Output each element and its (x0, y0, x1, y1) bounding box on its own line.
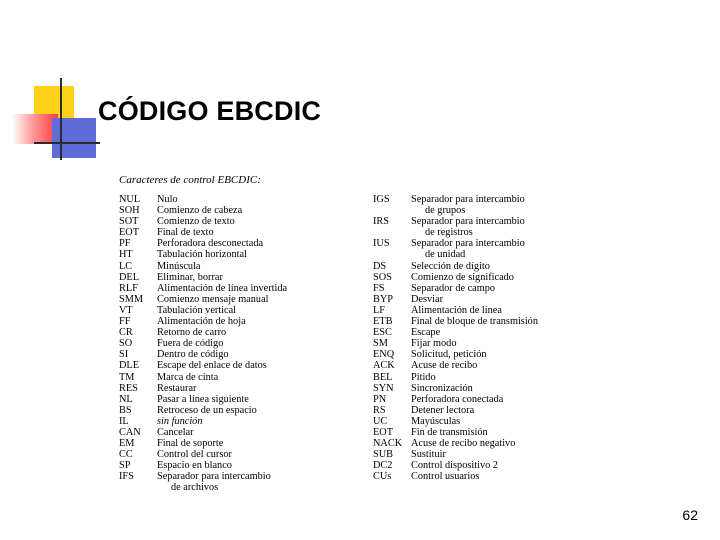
table-row (373, 327, 608, 338)
control-code: BEL (373, 371, 393, 383)
table-row (119, 405, 354, 416)
table-row (373, 427, 608, 438)
control-code: DC2 (373, 460, 393, 472)
table-row (119, 261, 354, 272)
decor-vertical-line (60, 78, 62, 160)
control-description: Nulo (157, 194, 178, 205)
control-code: CR (119, 327, 133, 339)
control-code: HT (119, 249, 133, 261)
control-description: Final de texto (157, 227, 214, 239)
control-description: de archivos (171, 482, 219, 494)
control-description: Acuse de recibo negativo (411, 438, 516, 450)
control-description: Sustituir (411, 449, 446, 461)
control-code: IFS (119, 471, 134, 483)
control-description: Separador para intercambio (411, 216, 525, 228)
table-row (373, 283, 608, 294)
control-code: SOT (119, 216, 139, 228)
table-row (373, 460, 608, 471)
control-description: Final de soporte (157, 438, 224, 450)
control-code: SOS (373, 271, 392, 283)
table-row (373, 438, 608, 449)
control-description: Comienzo de cabeza (157, 205, 243, 217)
control-code: EOT (119, 227, 140, 239)
control-description: Separador para intercambio (411, 238, 525, 250)
control-code: RES (119, 382, 138, 394)
control-description: de registros (425, 227, 473, 239)
table-row (119, 338, 354, 349)
table-row (119, 249, 354, 260)
table-row (373, 249, 608, 260)
control-description: Control usuarios (411, 471, 480, 483)
control-description: Alimentación de línea invertida (157, 282, 288, 294)
table-row (119, 294, 354, 305)
table-caption: Caracteres de control EBCDIC: (119, 174, 261, 186)
control-code: ACK (373, 360, 395, 372)
table-row (373, 294, 608, 305)
page-number: 62 (682, 507, 698, 523)
control-code: SO (119, 338, 133, 350)
control-code: SYN (373, 382, 394, 394)
table-row (373, 272, 608, 283)
control-code: EOT (373, 426, 394, 438)
table-row (373, 372, 608, 383)
control-description: Mayúsculas (411, 415, 461, 427)
table-row (373, 394, 608, 405)
control-code: NACK (373, 438, 403, 450)
control-description: Marca de cinta (157, 371, 219, 383)
control-code: ETB (373, 316, 393, 328)
table-row (373, 227, 608, 238)
table-row (373, 316, 608, 327)
table-row (373, 416, 608, 427)
control-description: Dentro de código (157, 349, 229, 361)
table-row (373, 449, 608, 460)
table-row (119, 216, 354, 227)
table-row (119, 427, 354, 438)
control-description: Sincronización (411, 382, 473, 394)
control-code: LF (373, 304, 386, 316)
table-row (119, 238, 354, 249)
control-code: CUs (373, 471, 392, 483)
table-row (373, 261, 608, 272)
table-row (119, 316, 354, 327)
control-description: Pitido (411, 371, 436, 383)
control-description: Cancelar (157, 426, 194, 438)
control-description: Espacio en blanco (157, 460, 232, 472)
control-code: BS (119, 404, 132, 416)
table-row (119, 449, 354, 460)
control-code: NUL (119, 194, 141, 205)
table-row (373, 383, 608, 394)
control-description: Solicitud, petición (411, 349, 487, 361)
control-description: Escape (411, 327, 441, 339)
control-code: IRS (373, 216, 390, 228)
control-description: Tabulación vertical (157, 304, 237, 316)
control-description: Detener lectora (411, 404, 475, 416)
control-code: UC (373, 415, 388, 427)
control-description: Separador para intercambio (411, 194, 525, 205)
table-row (119, 194, 354, 205)
control-description: Comienzo mensaje manual (157, 293, 269, 305)
table-row (373, 360, 608, 371)
table-row (373, 205, 608, 216)
table-row (373, 405, 608, 416)
control-code: RS (373, 404, 386, 416)
control-code: SUB (373, 449, 394, 461)
control-code: DLE (119, 360, 140, 372)
control-code: VT (119, 304, 133, 316)
table-row (373, 471, 608, 482)
control-code: BYP (373, 293, 394, 305)
control-code: SMM (119, 293, 144, 305)
control-description: Fijar modo (411, 338, 457, 350)
slide-title: CÓDIGO EBCDIC (98, 96, 322, 126)
control-description: Tabulación horizontal (157, 249, 247, 261)
control-code (373, 205, 411, 216)
table-row (119, 438, 354, 449)
control-code: DS (373, 260, 387, 272)
table-row (119, 394, 354, 405)
control-description: Escape del enlace de datos (157, 360, 267, 372)
control-code: EM (119, 438, 135, 450)
table-row (373, 216, 608, 227)
control-code: ESC (373, 327, 392, 339)
control-code: NL (119, 393, 133, 405)
control-description: Alimentación de hoja (157, 316, 246, 328)
control-code: SP (119, 460, 131, 472)
control-description: Eliminar, borrar (157, 271, 223, 283)
table-row (119, 372, 354, 383)
control-description: Final de bloque de transmisión (411, 316, 538, 328)
table-row (119, 360, 354, 371)
control-codes-right-column (373, 194, 608, 482)
table-row (119, 305, 354, 316)
control-description: Selección de dígito (411, 260, 490, 272)
control-description: Minúscula (157, 260, 201, 272)
control-code: PF (119, 238, 131, 250)
control-code: SI (119, 349, 129, 361)
control-description: Perforadora desconectada (157, 238, 264, 250)
control-code: TM (119, 371, 135, 383)
control-code: IGS (373, 194, 390, 205)
table-row (373, 238, 608, 249)
control-code: SOH (119, 205, 140, 217)
table-row (119, 205, 354, 216)
table-row (373, 194, 608, 205)
control-description: Fin de transmisión (411, 426, 488, 438)
control-description: Acuse de recibo (411, 360, 478, 372)
control-description: Separador de campo (411, 282, 496, 294)
control-description: de unidad (425, 249, 466, 261)
control-description: de grupos (425, 205, 466, 217)
control-description: Alimentación de línea (411, 304, 502, 316)
control-description: Perforadora conectada (411, 393, 504, 405)
control-description: Restaurar (157, 382, 197, 394)
control-description: Desviar (411, 293, 444, 305)
control-codes-left-column (119, 194, 354, 494)
control-description: Control del cursor (157, 449, 232, 461)
control-code: PN (373, 393, 387, 405)
table-row (119, 327, 354, 338)
control-code: ENQ (373, 349, 395, 361)
control-code: SM (373, 338, 388, 350)
decor-horizontal-line (34, 142, 100, 144)
table-row (119, 383, 354, 394)
table-row (119, 283, 354, 294)
control-code: FS (373, 282, 385, 294)
table-row (373, 349, 608, 360)
decor-blue-square (52, 118, 96, 158)
table-row (119, 471, 354, 482)
control-code: LC (119, 260, 133, 272)
control-code: IL (119, 415, 129, 427)
table-row (119, 349, 354, 360)
table-row (119, 227, 354, 238)
control-code: IUS (373, 238, 390, 250)
control-description: Fuera de código (157, 338, 224, 350)
control-code: DEL (119, 271, 140, 283)
table-row (119, 272, 354, 283)
control-code (119, 482, 157, 493)
control-description: Retroceso de un espacio (157, 404, 257, 416)
control-description: Comienzo de texto (157, 216, 235, 228)
control-description: Comienzo de significado (411, 271, 514, 283)
control-description: Pasar a línea siguiente (157, 393, 249, 405)
control-description: Separador para intercambio (157, 471, 271, 483)
control-code: CC (119, 449, 133, 461)
control-code: RLF (119, 282, 138, 294)
control-description: sin función (157, 415, 203, 427)
table-row (119, 460, 354, 471)
control-code (373, 249, 411, 260)
control-code (373, 227, 411, 238)
control-description: Control dispositivo 2 (411, 460, 498, 472)
table-row (373, 305, 608, 316)
table-row (373, 338, 608, 349)
control-description: Retorno de carro (157, 327, 227, 339)
control-code: FF (119, 316, 131, 328)
control-code: CAN (119, 426, 141, 438)
table-row (119, 416, 354, 427)
table-row (119, 482, 354, 493)
